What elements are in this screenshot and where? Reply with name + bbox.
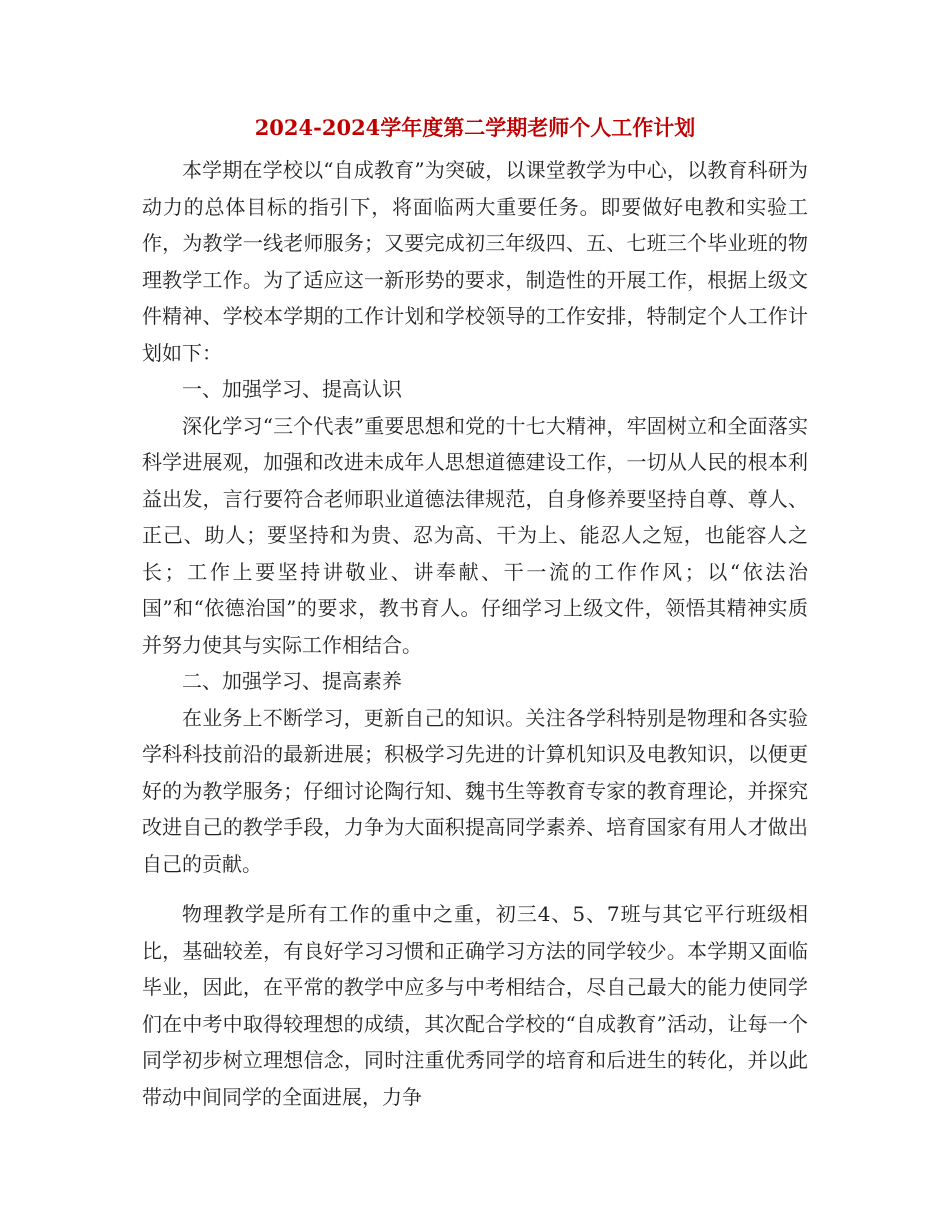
intro-paragraph: 本学期在学校以“自成教育”为突破，以课堂教学为中心，以教育科研为动力的总体目标的指引下，将面临两大重要任务。即要做好电教和实验工作，为教学一线老师服务；又要完成初三年级四、五、七班三个毕业班的物理教学工作。为了适应这一新形势的要求，制造性的开展工作，根据上级文件精神、学校本学期的工作计划和学校领导的工作安排，特制定个人工作计划如下： <box>142 158 808 365</box>
physics-teaching-paragraph: 物理教学是所有工作的重中之重，初三4、5、7班与其它平行班级相比，基础较差，有良好学习习惯和正确学习方法的同学较少。本学期又面临毕业，因此，在平常的教学中应多与中考相结合，尽自己最大的能力使同学们在中考中取得较理想的成绩，其次配合学校的“自成教育”活动，让每一个同学初步树立理想信念，同时注重优秀同学的培育和后进生的转化，并以此带动中间同学的全面进展，力争 <box>142 902 808 1109</box>
document-title: 2024-2024学年度第二学期老师个人工作计划 <box>254 115 696 140</box>
document-page <box>142 108 808 1115</box>
section-heading-2: 二、加强学习、提高素养 <box>182 669 402 693</box>
section-heading-1: 一、加强学习、提高认识 <box>182 377 402 401</box>
section-1-paragraph: 深化学习“三个代表”重要思想和党的十七大精神，牢固树立和全面落实科学进展观，加强和改进未成年人思想道德建设工作，一切从人民的根本利益出发，言行要符合老师职业道德法律规范，自身修养要坚持自尊、尊人、正己、助人；要坚持和为贵、忍为高、干为上、能忍人之短，也能容人之长；工作上要坚持讲敬业、讲奉献、干一流的工作作风；以“依法治国”和“依德治国”的要求，教书育人。仔细学习上级文件，领悟其精神实质并努力使其与实际工作相结合。 <box>142 413 808 657</box>
section-2-paragraph: 在业务上不断学习，更新自己的知识。关注各学科特别是物理和各实验学科科技前沿的最新进展；积极学习先进的计算机知识及电教知识，以便更好的为教学服务；仔细讨论陶行知、魏书生等教育专家的教育理论，并探究改进自己的教学手段，力争为大面积提高同学素养、培育国家有用人才做出自己的贡献。 <box>142 705 808 876</box>
